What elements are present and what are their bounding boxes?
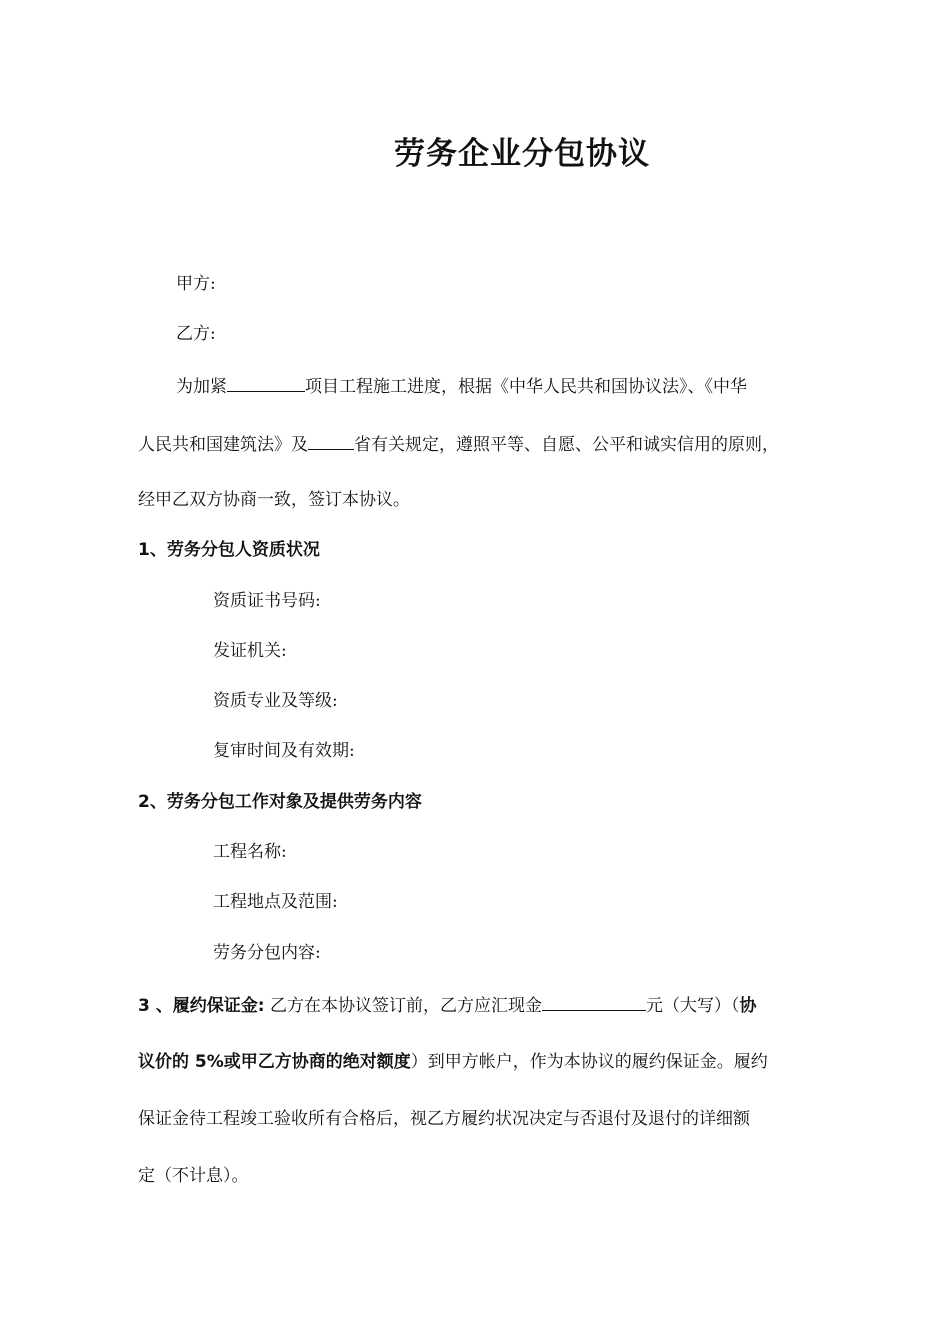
section-3-line-1-text: 乙方在本协议签订前，乙方应汇现金 <box>269 996 542 1016</box>
project-name-blank <box>227 373 305 392</box>
section-3-line-1-after: 元（大写）（ <box>645 996 740 1016</box>
section-1-item: 复审时间及有效期: <box>213 741 355 761</box>
document-title: 劳务企业分包协议 <box>394 136 650 172</box>
intro-line-3: 经甲乙双方协商一致，签订本协议。 <box>138 490 410 510</box>
party-a-label: 甲方: <box>176 274 216 294</box>
deposit-amount-blank <box>542 992 646 1011</box>
section-1-heading: 1、劳务分包人资质状况 <box>138 540 320 560</box>
section-1-item: 发证机关: <box>213 641 287 661</box>
section-3-heading: 3 、履约保证金: <box>138 996 265 1016</box>
intro-line-2-pre: 人民共和国建筑法》及 <box>138 435 308 455</box>
section-2-item: 劳务分包内容: <box>213 943 321 963</box>
section-3-line-1 <box>138 992 850 1018</box>
section-3-line-3: 保证金待工程竣工验收所有合格后，视乙方履约状况决定与否退付及退付的详细额 <box>138 1109 750 1129</box>
intro-line-2-post: 省有关规定，遵照平等、自愿、公平和诚实信用的原则， <box>354 435 779 455</box>
party-b-label: 乙方: <box>176 324 216 344</box>
section-1-item: 资质专业及等级: <box>213 691 338 711</box>
intro-line-1-post: 项目工程施工进度，根据《中华人民共和国协议法》、《中华 <box>305 377 747 397</box>
section-2-item: 工程地点及范围: <box>213 892 338 912</box>
section-3-line-2-bold: 议价的 5%或甲乙方协商的绝对额度 <box>138 1052 411 1072</box>
section-3-line-2 <box>138 1050 850 1074</box>
section-3-line-1-bold-end: 协 <box>739 996 757 1016</box>
province-blank <box>308 431 354 450</box>
section-1-item: 资质证书号码: <box>213 591 321 611</box>
intro-line-1 <box>176 373 850 399</box>
section-3-line-4: 定（不计息）。 <box>138 1166 249 1186</box>
section-3-line-2-rest: ）到甲方帐户，作为本协议的履约保证金。履约 <box>410 1052 768 1072</box>
section-2-heading: 2、劳务分包工作对象及提供劳务内容 <box>138 792 422 812</box>
intro-line-1-pre: 为加紧 <box>176 377 227 397</box>
intro-line-2 <box>138 431 850 457</box>
section-2-item: 工程名称: <box>213 842 287 862</box>
